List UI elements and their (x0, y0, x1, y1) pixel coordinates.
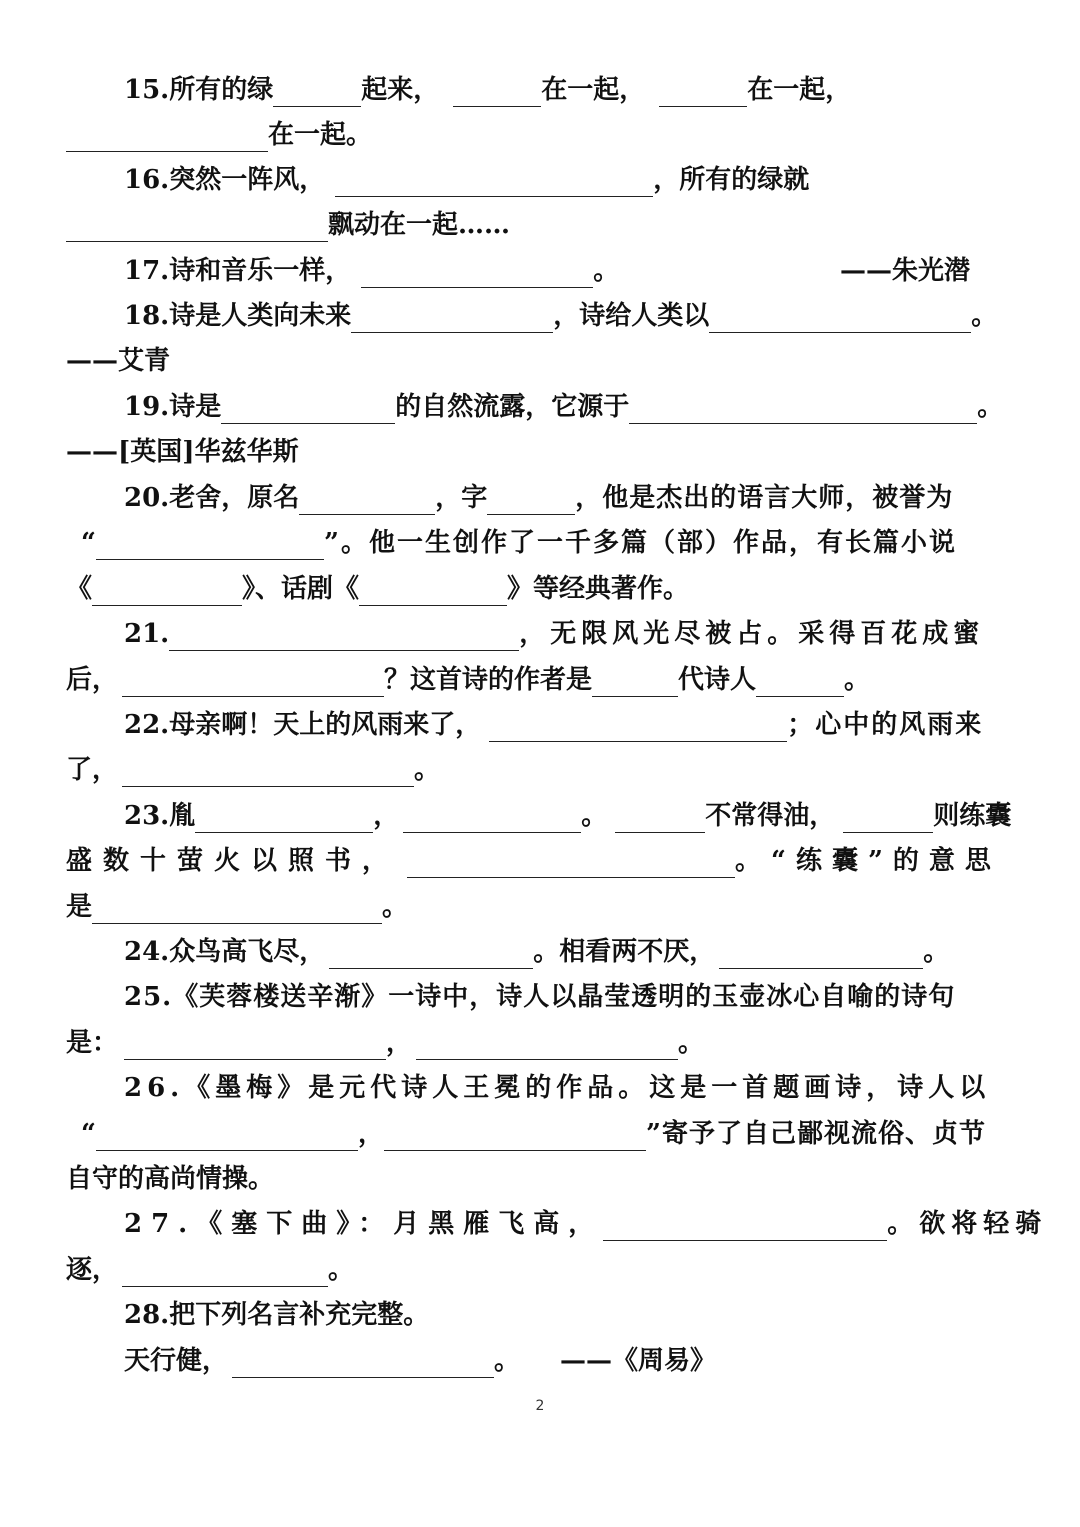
q17-source: ——朱光潜 (840, 256, 971, 286)
q23-text: 。 (581, 801, 608, 831)
q16-text: ，所有的绿就 (653, 165, 810, 195)
q20-text: 《 (66, 574, 93, 604)
q25-line1 (0, 975, 955, 1020)
q23-text: 是 (66, 892, 93, 922)
q20-text: 》、话剧《 (242, 574, 360, 604)
q22-text: 。 (414, 755, 441, 785)
q28-text: 天行健， (124, 1346, 229, 1376)
q20-blank-4[interactable] (92, 575, 242, 606)
q16-label: 16.突然一阵风， (124, 165, 326, 195)
q26-text: ， (358, 1119, 385, 1149)
q18-text: ，诗给人类以 (553, 301, 710, 331)
q21-text: 代诗人 (678, 665, 757, 695)
q23-line3 (0, 885, 408, 930)
q27-text: 。 (328, 1255, 355, 1285)
q25-text: ， (386, 1028, 413, 1058)
q26-label: 26.《墨梅》是元代诗人王冕的作品。这是一首题画诗，诗人以 (124, 1073, 991, 1103)
q26-text: ”寄予了自己鄙视流俗、贞节 (646, 1119, 986, 1149)
q17-line (0, 249, 619, 294)
q27-text: 。欲将轻骑 (887, 1209, 1048, 1239)
q18-blank-1[interactable] (351, 302, 553, 333)
q23-label: 23.胤 (124, 801, 196, 831)
q28-line2 (0, 1339, 520, 1384)
q19-line1 (0, 385, 1003, 430)
q26-line3: 自守的高尚情操。 (66, 1164, 275, 1194)
q24-text: 。相看两不厌， (533, 937, 716, 967)
q21-label: 21. (124, 619, 170, 649)
q20-line2 (0, 521, 957, 566)
q21-text: ，无限风光尽被占。采得百花成蜜 (519, 619, 985, 649)
q15-blank-4[interactable] (66, 121, 268, 152)
q27-blank-2[interactable] (122, 1256, 328, 1287)
q18-line1 (0, 294, 997, 339)
q25-label: 25.《芙蓉楼送辛渐》一诗中，诗人以晶莹透明的玉壶冰心自喻的诗句 (124, 982, 956, 1012)
q20-line1 (0, 476, 953, 521)
q25-text: 是： (66, 1028, 119, 1058)
q15-text: 在一起， (747, 75, 852, 105)
q27-text: 逐， (66, 1255, 119, 1285)
q28-source: ——《周易》 (560, 1346, 717, 1376)
q15-text: 起来， (361, 75, 440, 105)
q19-text: 。 (977, 392, 1004, 422)
q21-blank-4[interactable] (756, 666, 844, 697)
q20-line3 (0, 567, 689, 612)
q28-blank-1[interactable] (232, 1347, 494, 1378)
q17-text: 。 (593, 256, 620, 286)
q22-text: ；心中的风雨来 (787, 710, 984, 740)
q23-line1 (0, 794, 1011, 839)
q17-label: 17.诗和音乐一样， (124, 256, 352, 286)
q23-text: 。 (382, 892, 409, 922)
q15-blank-3[interactable] (659, 76, 747, 107)
q26-text: “ (81, 1119, 96, 1149)
q16-blank-1[interactable] (335, 166, 653, 197)
q26-line1 (0, 1066, 990, 1111)
q23-blank-4[interactable] (843, 802, 933, 833)
q21-line2 (0, 658, 870, 703)
q20-text: ，字 (435, 483, 488, 513)
q16-blank-2[interactable] (66, 211, 328, 242)
q18-text: 。 (971, 301, 998, 331)
q23-text: 则练囊 (933, 801, 1012, 831)
q15-text: 在一起， (541, 75, 646, 105)
q23-text: 不常得油， (705, 801, 836, 831)
q21-blank-3[interactable] (592, 666, 678, 697)
q24-line (0, 930, 949, 975)
q23-text: 。“练囊”的意思 (735, 846, 1001, 876)
q16-line2 (0, 203, 510, 248)
q19-blank-1[interactable] (221, 393, 395, 424)
q22-line1 (0, 703, 983, 748)
page-number: 2 (535, 1398, 545, 1414)
q27-label: 27.《塞下曲》：月黑雁飞高， (124, 1209, 604, 1239)
q25-blank-1[interactable] (124, 1029, 386, 1060)
q15-label: 15.所有的绿 (124, 75, 274, 105)
q23-line2 (0, 839, 1001, 884)
q24-blank-2[interactable] (719, 938, 923, 969)
q20-text: ，他是杰出的语言大师，被誉为 (575, 483, 954, 513)
q28-text: 。 (494, 1346, 521, 1376)
q26-blank-2[interactable] (384, 1120, 646, 1151)
q23-blank-1[interactable] (195, 802, 373, 833)
q15-line2 (0, 113, 372, 158)
q20-text: 》等经典著作。 (507, 574, 690, 604)
q26-line2 (0, 1112, 986, 1157)
q15-blank-1[interactable] (273, 76, 361, 107)
q20-text: ”。他一生创作了一千多篇（部）作品，有长篇小说 (324, 528, 957, 558)
q25-text: 。 (678, 1028, 705, 1058)
q19-blank-2[interactable] (629, 393, 977, 424)
q24-text: 。 (923, 937, 950, 967)
q21-line1 (0, 612, 984, 657)
q21-text: ？这首诗的作者是 (384, 665, 593, 695)
q25-line2 (0, 1021, 704, 1066)
q27-line1 (0, 1202, 1047, 1247)
q21-blank-1[interactable] (169, 620, 519, 651)
q21-text: 。 (844, 665, 871, 695)
q23-text: ， (373, 801, 400, 831)
q22-label: 22.母亲啊！天上的风雨来了， (124, 710, 482, 740)
q17-blank-1[interactable] (361, 257, 593, 288)
q15-text: 在一起。 (268, 120, 373, 150)
q15-blank-2[interactable] (453, 76, 541, 107)
q18-source: ——艾青 (66, 346, 171, 376)
q20-text: “ (81, 528, 96, 558)
q23-text: 盛数十萤火以照书， (66, 846, 400, 876)
q23-blank-5[interactable] (407, 847, 735, 878)
q27-line2 (0, 1248, 354, 1293)
q26-blank-1[interactable] (96, 1120, 358, 1151)
q20-blank-3[interactable] (96, 529, 324, 560)
q22-blank-1[interactable] (489, 711, 787, 742)
q20-blank-1[interactable] (299, 484, 435, 515)
q27-blank-1[interactable] (603, 1210, 887, 1241)
q18-blank-2[interactable] (709, 302, 971, 333)
q16-line1 (0, 158, 809, 203)
q22-blank-2[interactable] (122, 756, 414, 787)
q23-blank-3[interactable] (615, 802, 705, 833)
q20-blank-5[interactable] (359, 575, 507, 606)
q16-text: 飘动在一起…… (328, 210, 511, 240)
q19-text: 的自然流露，它源于 (395, 392, 630, 422)
q23-blank-6[interactable] (92, 893, 382, 924)
q15-line1 (0, 68, 851, 113)
q21-text: 后， (66, 665, 119, 695)
q23-blank-2[interactable] (403, 802, 581, 833)
q18-label: 18.诗是人类向未来 (124, 301, 352, 331)
q25-blank-2[interactable] (416, 1029, 678, 1060)
q24-blank-1[interactable] (329, 938, 533, 969)
q28-title: 28.把下列名言补充完整。 (124, 1300, 430, 1330)
q20-blank-2[interactable] (487, 484, 575, 515)
q20-label: 20.老舍，原名 (124, 483, 300, 513)
q19-label: 19.诗是 (124, 392, 222, 422)
q21-blank-2[interactable] (122, 666, 384, 697)
q22-text: 了， (66, 755, 119, 785)
q24-label: 24.众鸟高飞尽， (124, 937, 326, 967)
q22-line2 (0, 748, 440, 793)
q19-source: ——[英国]华兹华斯 (66, 437, 299, 467)
